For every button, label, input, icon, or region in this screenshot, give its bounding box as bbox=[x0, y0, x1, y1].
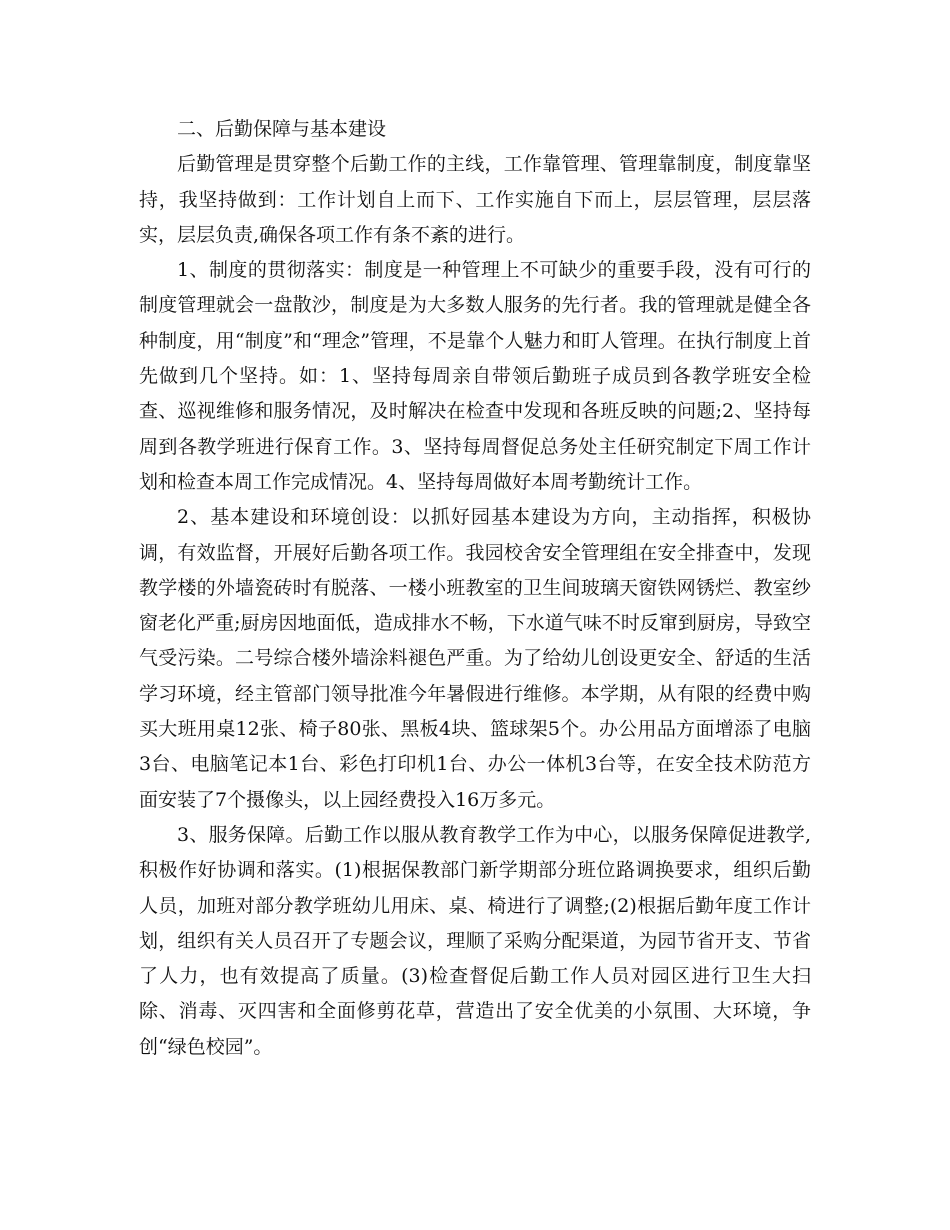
paragraph-intro: 后勤管理是贯穿整个后勤工作的主线，工作靠管理、管理靠制度，制度靠坚持，我坚持做到：工作计划自上而下、工作实施自下而上，层层管理，层层落实，层层负责,确保各项工作有条不紊的进行。 bbox=[139, 153, 811, 246]
paragraph-system-implementation: 1、制度的贯彻落实：制度是一种管理上不可缺少的重要手段，没有可行的制度管理就会一盘散沙，制度是为大多数人服务的先行者。我的管理就是健全各种制度，用“制度”和“理念”管理，不是靠个人魅力和盯人管理。在执行制度上首先做到几个坚持。如：1、坚持每周亲自带领后勤班子成员到各教学班安全检查、巡视维修和服务情况，及时解决在检查中发现和各班反映的问题;2、坚持每周到各教学班进行保育工作。3、坚持每周督促总务处主任研究制定下周工作计划和检查本周工作完成情况。4、坚持每周做好本周考勤统计工作。 bbox=[139, 259, 811, 493]
section-heading: 二、后勤保障与基本建设 bbox=[177, 118, 387, 140]
paragraph-service-guarantee: 3、服务保障。后勤工作以服从教育教学工作为中心，以服务保障促进教学,积极作好协调和落实。(1)根据保教部门新学期部分班位路调换要求，组织后勤人员，加班对部分教学班幼儿用床、桌、椅进行了调整;(2)根据后勤年度工作计划，组织有关人员召开了专题会议，理顺了采购分配渠道，为园节省开支、节省了人力，也有效提高了质量。(3)检查督促后勤工作人员对园区进行卫生大扫除、消毒、灭四害和全面修剪花草，营造出了安全优美的小氛围、大环境，争创“绿色校园”。 bbox=[139, 823, 811, 1058]
document-body bbox=[139, 112, 811, 1065]
paragraph-basic-construction: 2、基本建设和环境创设：以抓好园基本建设为方向，主动指挥，积极协调，有效监督，开展好后勤各项工作。我园校舍安全管理组在安全排查中，发现教学楼的外墙瓷砖时有脱落、一楼小班教室的卫生间玻璃天窗铁网锈烂、教室纱窗老化严重;厨房因地面低，造成排水不畅，下水道气味不时反窜到厨房，导致空气受污染。二号综合楼外墙涂料褪色严重。为了给幼儿创设更安全、舒适的生活学习环境，经主管部门领导批准今年暑假进行维修。本学期，从有限的经费中购买大班用桌12张、椅子80张、黑板4块、篮球架5个。办公用品方面增添了电脑3台、电脑笔记本1台、彩色打印机1台、办公一体机3台等，在安全技术防范方面安装了7个摄像头，以上园经费投入16万多元。 bbox=[139, 506, 811, 811]
